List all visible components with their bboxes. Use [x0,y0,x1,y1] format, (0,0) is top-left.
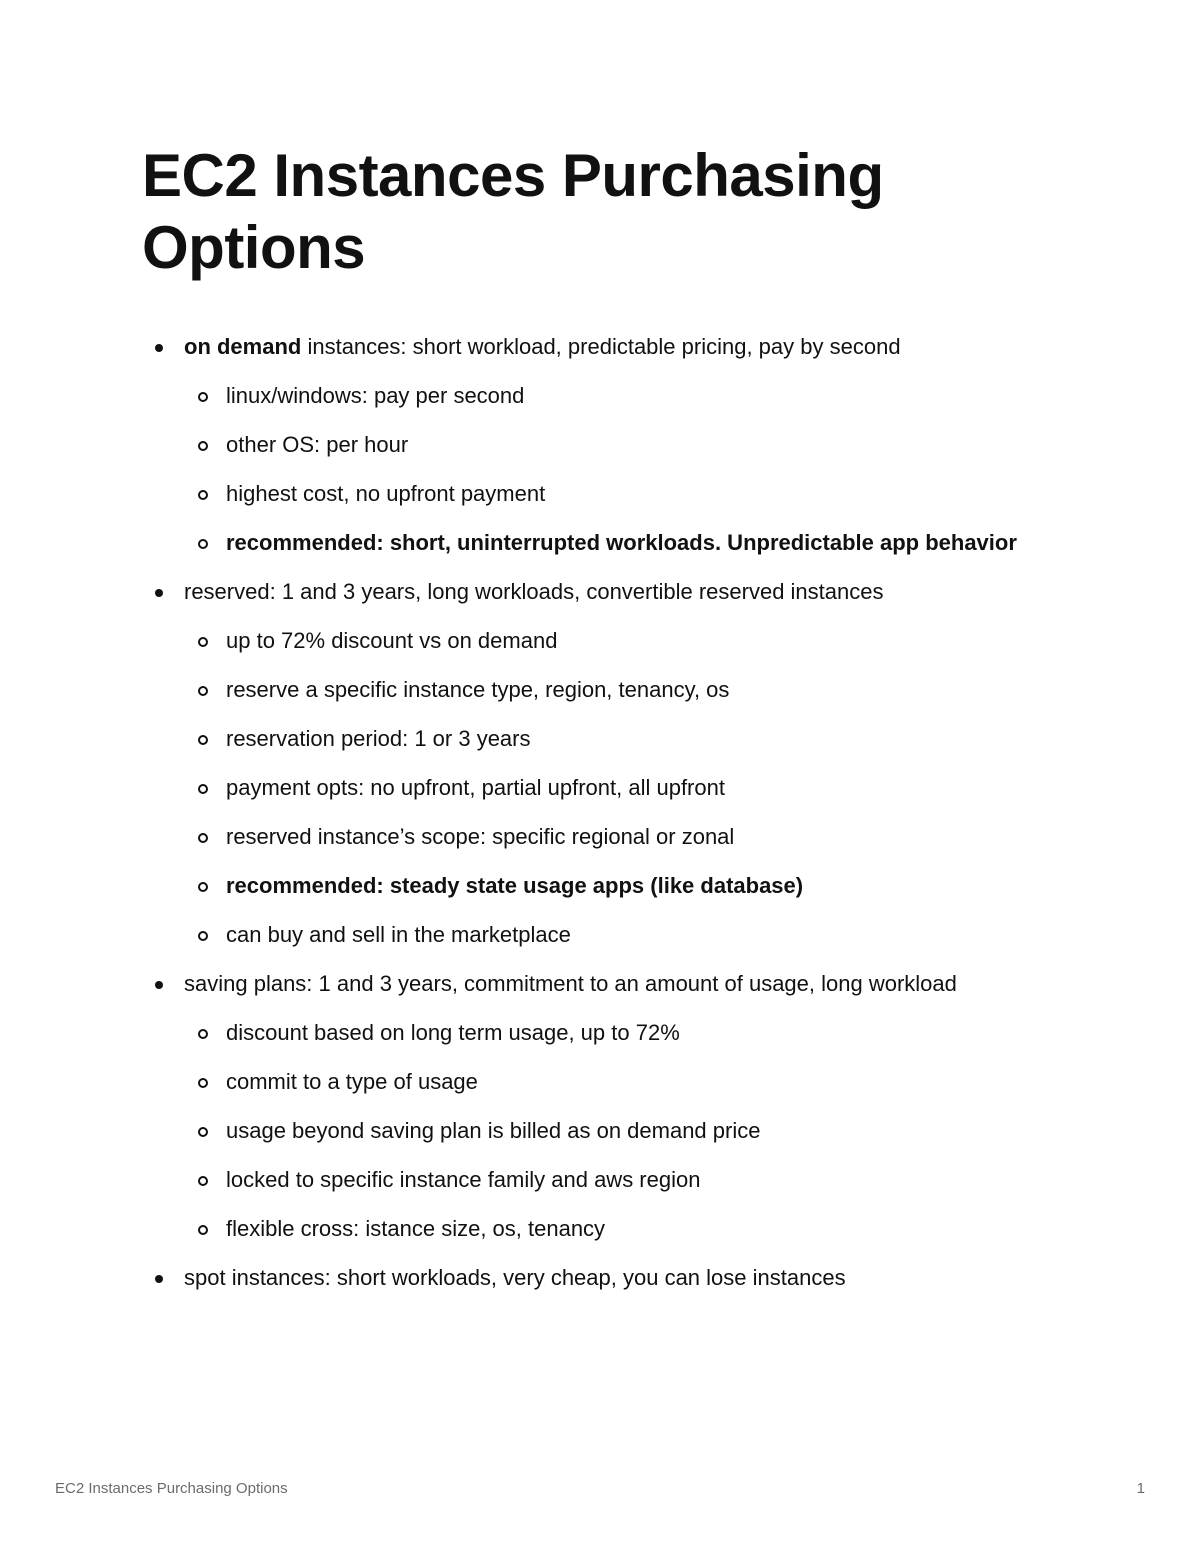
bullet-circle-icon [198,539,208,549]
sub-list-item [142,771,1022,805]
bullet-circle-icon [198,490,208,500]
sub-list-item-text: reserve a specific instance type, region, tenancy, os [226,677,730,702]
bullet-dot-icon [155,589,163,597]
sub-list-item [142,722,1022,756]
sub-list-item-text: usage beyond saving plan is billed as on demand price [226,1118,761,1143]
sub-list-item-text: up to 72% discount vs on demand [226,628,558,653]
list-item [142,575,1022,609]
sub-list-item-text: flexible cross: istance size, os, tenancy [226,1216,606,1241]
list-item [142,330,1022,364]
bullet-circle-icon [198,882,208,892]
page-number: 1 [1136,1480,1145,1497]
sub-list-item [142,1065,1022,1099]
bullet-circle-icon [198,1176,208,1186]
sub-list-item-text: payment opts: no upfront, partial upfront, all upfront [226,775,725,800]
list-item-text [184,334,901,359]
bullet-circle-icon [198,1225,208,1235]
sub-list-item [142,1163,1022,1197]
bullet-dot-icon [155,1275,163,1283]
sub-list-item [142,1212,1022,1246]
bullet-list [142,330,1022,1310]
sub-list-item [142,526,1022,560]
list-item-text [184,971,957,996]
sub-list-item-text: commit to a type of usage [226,1069,478,1094]
bullet-circle-icon [198,735,208,745]
sub-list-item [142,673,1022,707]
sub-list-item-text: locked to specific instance family and aws region [226,1167,701,1192]
list-item-lead: on demand [184,334,302,359]
sub-list-item [142,1114,1022,1148]
bullet-circle-icon [198,1127,208,1137]
bullet-circle-icon [198,392,208,402]
list-item [142,1261,1022,1295]
sub-list-item [142,624,1022,658]
sub-list-item-text: highest cost, no upfront payment [226,481,546,506]
bullet-circle-icon [198,931,208,941]
sub-list-item [142,918,1022,952]
sub-list-item [142,379,1022,413]
list-item-text [184,1265,846,1290]
sub-list-item [142,869,1022,903]
bullet-dot-icon [155,344,163,352]
sub-list-item-text: other OS: per hour [226,432,409,457]
sub-list-item-text: can buy and sell in the marketplace [226,922,571,947]
sub-list-item [142,477,1022,511]
bullet-circle-icon [198,1029,208,1039]
sub-list-item-text: reservation period: 1 or 3 years [226,726,531,751]
sub-list-item [142,1016,1022,1050]
footer-title: EC2 Instances Purchasing Options [55,1480,288,1497]
sub-list-item-text: discount based on long term usage, up to 72% [226,1020,680,1045]
sub-list-item-text: recommended: short, uninterrupted workloads. Unpredictable app behavior [226,530,1017,555]
list-item-text [184,579,883,604]
bullet-circle-icon [198,441,208,451]
bullet-circle-icon [198,784,208,794]
bullet-circle-icon [198,833,208,843]
list-item-body: saving plans: 1 and 3 years, commitment to an amount of usage, long workload [184,971,957,996]
bullet-circle-icon [198,637,208,647]
bullet-dot-icon [155,981,163,989]
bullet-circle-icon [198,686,208,696]
sub-list-item [142,820,1022,854]
sub-list-item [142,428,1022,462]
sub-list-item-text: recommended: steady state usage apps (like database) [226,873,804,898]
list-item-body: instances: short workload, predictable pricing, pay by second [301,334,901,359]
sub-list-item-text: reserved instance’s scope: specific regional or zonal [226,824,735,849]
list-item [142,967,1022,1001]
sub-list-item-text: linux/windows: pay per second [226,383,525,408]
list-item-body: reserved: 1 and 3 years, long workloads, convertible reserved instances [184,579,884,604]
list-item-body: spot instances: short workloads, very cheap, you can lose instances [184,1265,846,1290]
page-title: EC2 Instances Purchasing Options [142,142,884,281]
bullet-circle-icon [198,1078,208,1088]
